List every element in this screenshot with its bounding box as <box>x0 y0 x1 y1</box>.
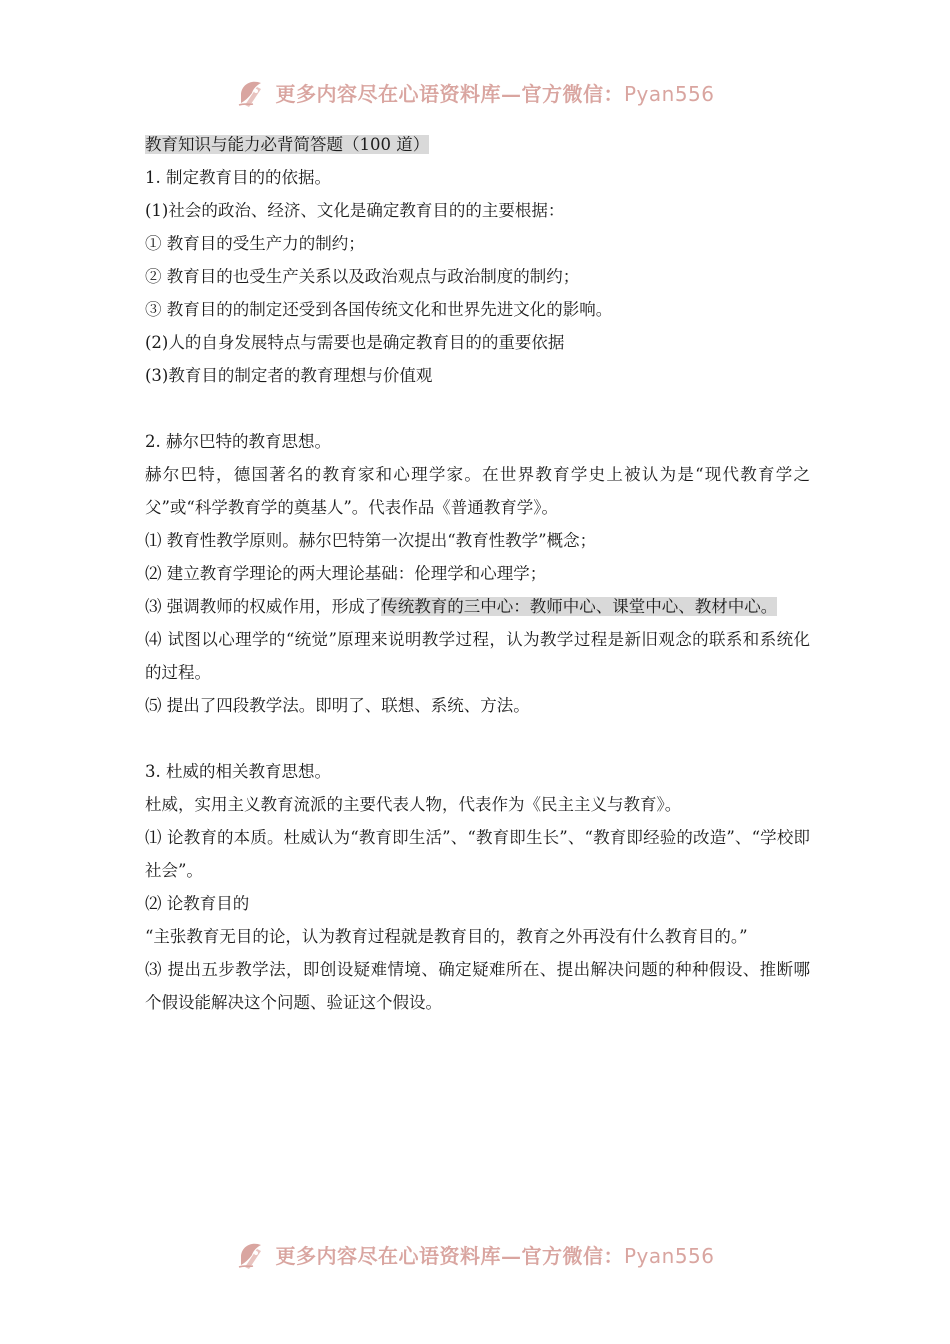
document-body <box>145 128 810 1019</box>
section-1-line-6: (3)教育目的制定者的教育理想与价值观 <box>145 366 433 385</box>
banner-text-main: 更多内容尽在心语资料库 <box>275 1243 501 1268</box>
section-1-heading: 1. 制定教育目的的依据。 <box>145 168 331 187</box>
section-2-point-1: ⑴ 教育性教学原则。赫尔巴特第一次提出“教育性教学”概念； <box>145 531 597 550</box>
section-1-line-1: (1)社会的政治、经济、文化是确定教育目的的主要根据： <box>145 201 565 220</box>
title-highlight: 教育知识与能力必背简答题（100 道） <box>145 135 430 154</box>
banner-text-main: 更多内容尽在心语资料库 <box>275 81 501 106</box>
header-banner <box>0 72 950 112</box>
banner-text-tail: 官方微信： <box>521 1243 624 1268</box>
section-3-point-3: ⑶ 提出五步教学法，即创设疑难情境、确定疑难所在、提出解决问题的种种假设、推断哪个假设能解决这个问题、验证这个假设。 <box>145 960 810 1012</box>
section-1-line-4: ③ 教育目的的制定还受到各国传统文化和世界先进文化的影响。 <box>145 300 613 319</box>
section-3-point-1: ⑴ 论教育的本质。杜威认为“教育即生活”、“教育即生长”、“教育即经验的改造”、“学校即社会”。 <box>145 828 810 880</box>
banner-text <box>275 1240 714 1269</box>
pen-nib-logo-icon <box>235 1237 269 1271</box>
section-2-point-5: ⑸ 提出了四段教学法。即明了、联想、系统、方法。 <box>145 696 530 715</box>
section-3-intro: 杜威，实用主义教育流派的主要代表人物，代表作为《民主主义与教育》。 <box>145 795 682 814</box>
banner-text-dash: — <box>500 1243 522 1268</box>
section-gap <box>145 392 810 425</box>
section-1-line-2: ① 教育目的受生产力的制约； <box>145 234 365 253</box>
section-gap <box>145 722 810 755</box>
footer-banner <box>0 1234 950 1274</box>
section-3-quote: “主张教育无目的论，认为教育过程就是教育目的，教育之外再没有什么教育目的。” <box>145 927 748 946</box>
section-2-point-2: ⑵ 建立教育学理论的两大理论基础：伦理学和心理学； <box>145 564 547 583</box>
section-2-point-3-lead: ⑶ 强调教师的权威作用，形成了 <box>145 597 382 616</box>
document-title <box>145 128 810 161</box>
section-3-point-2: ⑵ 论教育目的 <box>145 894 250 913</box>
pen-nib-logo-icon <box>235 75 269 109</box>
section-2-heading: 2. 赫尔巴特的教育思想。 <box>145 432 331 451</box>
section-2-point-3 <box>145 590 810 623</box>
banner-text <box>275 78 714 107</box>
banner-text-tail: 官方微信： <box>521 81 624 106</box>
section-2-point-4: ⑷ 试图以心理学的“统觉”原理来说明教学过程，认为教学过程是新旧观念的联系和系统化的过程。 <box>145 630 810 682</box>
section-2-intro: 赫尔巴特，德国著名的教育家和心理学家。在世界教育学史上被认为是“现代教育学之父”或“科学教育学的奠基人”。代表作品《普通教育学》。 <box>145 465 810 517</box>
section-1-line-5: (2)人的自身发展特点与需要也是确定教育目的的重要依据 <box>145 333 565 352</box>
section-2-point-3-highlight: 传统教育的三中心：教师中心、课堂中心、教材中心。 <box>381 597 778 616</box>
banner-wechat-id: Pyan556 <box>623 1243 715 1268</box>
banner-wechat-id: Pyan556 <box>623 81 715 106</box>
section-1-line-3: ② 教育目的也受生产关系以及政治观点与政治制度的制约； <box>145 267 580 286</box>
banner-text-dash: — <box>500 81 522 106</box>
section-3-heading: 3. 杜威的相关教育思想。 <box>145 762 331 781</box>
